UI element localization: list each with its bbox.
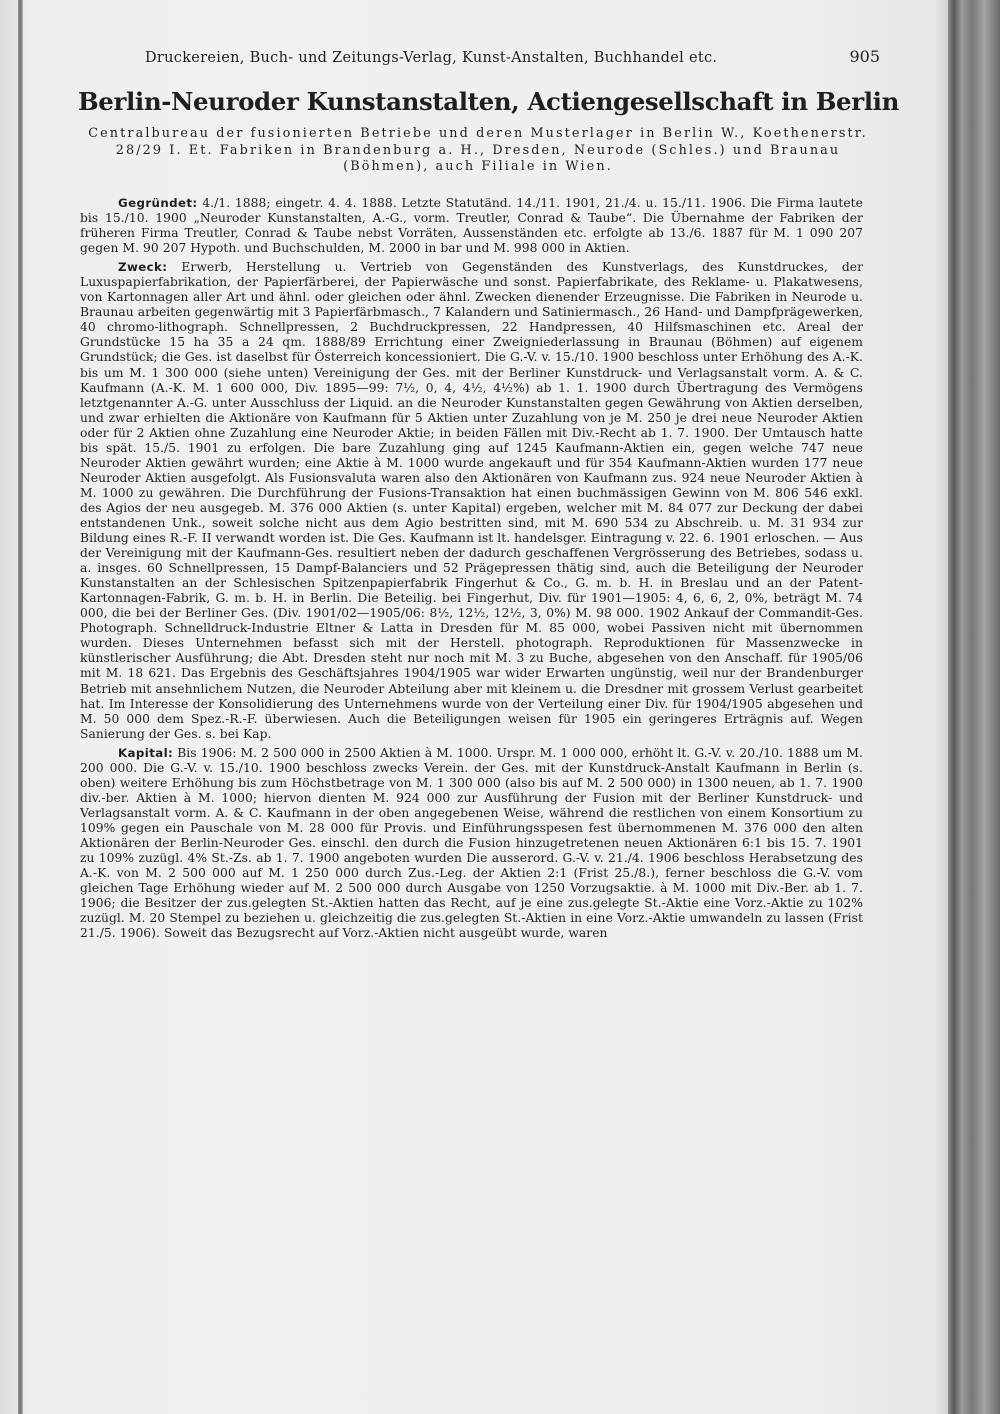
entry-title: Berlin-Neuroder Kunstanstalten, Actiengesellschaft in Berlin xyxy=(78,87,899,116)
section-text: Erwerb, Herstellung u. Vertrieb von Gegenständen des Kunstverlags, des Kunstdruckes, der Luxuspapierfabrikation, der Papierfärberei, der Papierwäsche und sonst. Papierfabrikate, des Reklame- u. Plakatwesens, von Kartonnagen aller Art und ähnl. oder gleichen oder ähnl. Zwecken dienender Erzeugnisse. Die Fabriken in Neurode u. Braunau arbeiten gegenwärtig mit 3 Papierfärbmasch., 7 Kalandern und Satiniermasch., 26 Hand- und Dampfprägewerken, 40 chromo-lithograph. Schnellpressen, 2 Buchdruckpressen, 22 Handpressen, 40 Hilfsmaschinen etc. Areal der Grundstücke 15 ha 35 a 24 qm. 1888/89 Errichtung einer Zweigniederlassung in Braunau (Böhmen) auf eigenem Grundstück; die Ges. ist daselbst für Österreich koncessioniert. Die G.-V. v. 15./10. 1900 beschloss unter Erhöhung des A.-K. bis um M. 1 300 000 (siehe unten) Vereinigung der Ges. mit der Berliner Kunstdruck- und Verlagsanstalt vorm. A. & C. Kaufmann (A.-K. M. 1 600 000, Div. 1895—99: 7½, 0, 4, 4½, 4½%) ab 1. 1. 1900 durch Übertragung des Vermögens letztgenannter A.-G. unter Ausschluss der Liquid. an die Neuroder Kunstanstalten gegen Gewährung von Aktien derselben, und zwar erhielten die Aktionäre von Kaufmann für 5 Aktien unter Zuzahlung von je M. 250 je drei neue Neuroder Aktien oder für 2 Aktien ohne Zuzahlung eine Neuroder Aktie; in beiden Fällen mit Div.-Recht ab 1. 7. 1900. Der Umtausch hatte bis spät. 15./5. 1901 zu erfolgen. Die bare Zuzahlung ging auf 1245 Kaufmann-Aktien ein, gegen welche 747 neue Neuroder Aktien gewährt wurden; eine Aktie à M. 1000 wurde angekauft und für 354 Kaufmann-Aktien wurden 177 neue Neuroder Aktien ausgefolgt. Als Fusionsvaluta waren also den Aktionären von Kaufmann zus. 924 neue Neuroder Aktien à M. 1000 zu gewähren. Die Durchführung der Fusions-Transaktion hat einen buchmässigen Gewinn von M. 806 546 exkl. des Agios der neu ausgegeb. M. 376 000 Aktien (s. unter Kapital) ergeben, welcher mit M. 84 077 zur Deckung der dabei entstandenen Unk., soweit solche nicht aus dem Agio bestritten sind, mit M. 690 534 zu Abschreib. u. M. 31 934 zur Bildung eines R.-F. II verwandt worden ist. Die Ges. Kaufmann ist lt. handelsger. Eintragung v. 22. 6. 1901 erloschen. — Aus der Vereinigung mit der Kaufmann-Ges. resultiert neben der dadurch geschaffenen Vergrösserung des Betriebes, sodass u. a. insges. 60 Schnellpressen, 15 Dampf-Balanciers und 52 Prägepressen thätig sind, auch die Beteiligung der Neuroder Kunstanstalten an der Schlesischen Spitzenpapierfabrik Fingerhut & Co., G. m. b. H. in Breslau und an der Patent-Kartonnagen-Fabrik, G. m. b. H. in Berlin. Die Beteilig. bei Fingerhut, Div. für 1901—1905: 4, 6, 6, 2, 0%, beträgt M. 74 000, die bei der Berliner Ges. (Div. 1901/02—1905/06: 8½, 12½, 12½, 3, 0%) M. 98 000. 1902 Ankauf der Commandit-Ges. Photograph. Schnelldruck-Industrie Eltner & Latta in Dresden für M. 85 000, wobei Passiven nicht mit übernommen wurden. Dieses Unternehmen befasst sich mit der Herstell. photograph. Reproduktionen für Massenzwecke in künstlerischer Ausführung; die Abt. Dresden steht nur noch mit M. 3 zu Buche, abgesehen von den Anschaff. für 1905/06 mit M. 18 621. Das Ergebnis des Geschäftsjahres 1904/1905 war wider Erwarten ungünstig, weil nur der Brandenburger Betrieb mit ansehnlichem Nutzen, die Neuroder Abteilung aber mit kleinem u. die Dresdner mit grossem Verlust gearbeitet hat. Im Interesse der Konsolidierung des Unternehmens wurde von der Verteilung einer Div. für 1904/1905 abgesehen und M. 50 000 dem Spez.-R.-F. überwiesen. Auch die Beteiligungen weisen für 1905 ein geringeres Erträgnis auf. Wegen Sanierung der Ges. s. bei Kap. xyxy=(80,260,863,741)
section-founded xyxy=(80,196,863,256)
section-purpose xyxy=(80,260,863,742)
page-number: 905 xyxy=(849,47,880,66)
section-label: Kapital: xyxy=(118,745,174,760)
section-capital xyxy=(80,746,863,942)
binding-gutter xyxy=(18,0,23,1414)
section-text: 4./1. 1888; eingetr. 4. 4. 1888. Letzte Statutänd. 14./11. 1901, 21./4. u. 15./11. 1906. Die Firma lautete bis 15./10. 1900 „Neuroder Kunstanstalten, A.-G., vorm. Treutler, Conrad & Taube“. Die Übernahme der Fabriken der früheren Firma Treutler, Conrad & Taube nebst Vorräten, Aussenständen etc. erfolgte ab 13./6. 1887 für M. 1 090 207 gegen M. 90 207 Hypoth. und Buchschulden, M. 2000 in bar und M. 998 000 in Aktien. xyxy=(80,196,863,256)
section-label: Gegründet: xyxy=(118,196,198,210)
running-head: Druckereien, Buch- und Zeitungs-Verlag, Kunst-Anstalten, Buchhandel etc. xyxy=(145,50,718,66)
entry-subtitle: Centralbureau der fusionierten Betriebe und deren Musterlager in Berlin W., Koethenerstr. 28/29 I. Et. Fabriken in Brandenburg a. H., Dresden, Neurode (Schles.) und Braunau (Böhmen), auch Filiale in Wien. xyxy=(88,126,868,174)
page-edge-shadow xyxy=(948,0,1000,1414)
section-text: Bis 1906: M. 2 500 000 in 2500 Aktien à M. 1000. Urspr. M. 1 000 000, erhöht lt. G.-V. v. 20./10. 1888 um M. 200 000. Die G.-V. v. 15./10. 1900 beschloss zwecks Verein. der Ges. mit der Kunstdruck-Anstalt Kaufmann in Berlin (s. oben) weitere Erhöhung bis zum Höchstbetrage von M. 1 300 000 (also bis auf M. 2 500 000) in 1300 neuen, ab 1. 7. 1900 div.-ber. Aktien à M. 1000; hiervon dienten M. 924 000 zur Ausführung der Fusion mit der Berliner Kunstdruck- und Verlagsanstalt vorm. A. & C. Kaufmann in der oben angegebenen Weise, während die restlichen von einem Konsortium zu 109% gegen ein Pauschale von M. 28 000 für Provis. und Einführungsspesen fest übernommenen M. 376 000 den alten Aktionären der Berlin-Neuroder Ges. einschl. den durch die Fusion hinzugetretenen neuen Aktionären 6:1 bis 15. 7. 1901 zu 109% zuzügl. 4% St.-Zs. ab 1. 7. 1900 angeboten wurden Die ausserord. G.-V. v. 21./4. 1906 beschloss Herabsetzung des A.-K. von M. 2 500 000 auf M. 1 250 000 durch Zus.-Leg. der Aktien 2:1 (Frist 25./8.), ferner beschloss die G.-V. vom gleichen Tage Erhöhung wieder auf M. 2 500 000 durch Ausgabe von 1250 Vorzugsaktie. à M. 1000 mit Div.-Ber. ab 1. 7. 1906; die Besitzer der zus.gelegten St.-Aktien hatten das Recht, auf je eine zus.gelegte St.-Aktie eine Vorz.-Aktie zu 102% zuzügl. M. 20 Stempel zu beziehen u. gleichzeitig die zus.gelegten St.-Aktien in eine Vorz.-Aktie umwandeln zu lassen (Frist 21./5. 1906). Soweit das Bezugsrecht auf Vorz.-Aktien nicht ausgeübt wurde, waren xyxy=(80,745,863,941)
section-label: Zweck: xyxy=(118,260,168,275)
entry-body xyxy=(80,196,863,945)
